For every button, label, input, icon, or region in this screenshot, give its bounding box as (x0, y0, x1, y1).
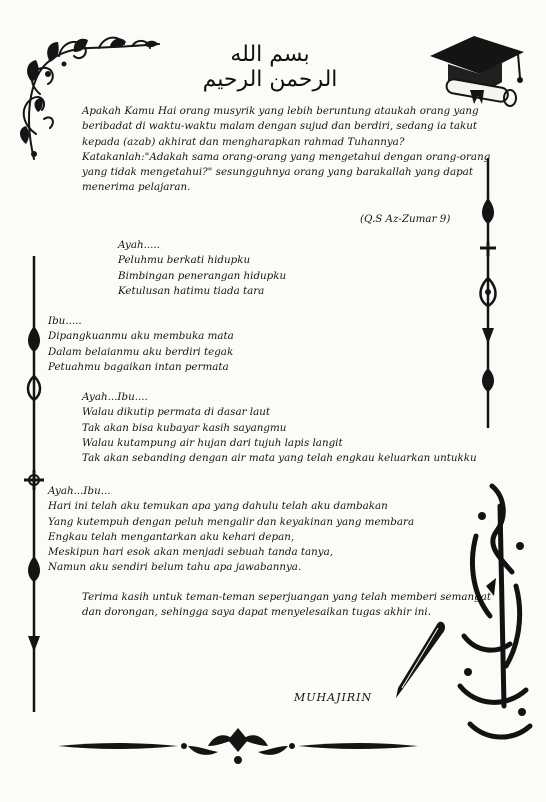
verse-line: kepada (azab) akhirat dan mengharapkan rahmad Tuhannya? (82, 135, 405, 148)
vertical-ornament-icon (22, 256, 46, 712)
stanza-line: Bimbingan penerangan hidupku (118, 269, 287, 282)
verse-line: menerima pelajaran. (82, 181, 191, 194)
stanza-ayah (118, 238, 286, 299)
stanza-ayah-ibu-1 (82, 390, 477, 466)
verse-line: yang tidak mengetahui?" sesungguhnya orang yang barakallah yang dapat (82, 166, 473, 179)
verse-citation: (Q.S Az-Zumar 9) (360, 213, 451, 225)
stanza-line: Engkau telah mengantarkan aku kehari depan, (48, 530, 295, 543)
thanks-line: Terima kasih untuk teman-teman seperjuangan yang telah memberi semangat (82, 591, 492, 603)
verse-line: beribadat di waktu-waktu malam dengan sujud dan berdiri, sedang ia takut (82, 120, 478, 133)
bottom-flourish-icon (58, 724, 418, 770)
stanza-line: Petuahmu bagaikan intan permata (48, 360, 229, 373)
stanza-line: Namun aku sendiri belum tahu apa jawabannya. (48, 561, 302, 574)
bismillah-text: بسم الله الرحمن الرحيم (202, 42, 338, 92)
signature: MUHAJIRIN (294, 691, 373, 704)
stanza-line: Tak akan sebanding dengan air mata yang telah engkau keluarkan untukku (82, 452, 477, 465)
thanks-line: dan dorongan, sehingga saya dapat menyelesaikan tugas akhir ini. (82, 606, 431, 619)
stanza-line: Dalam belaianmu aku berdiri tegak (48, 345, 234, 358)
stanza-line: Meskipun hari esok akan menjadi sebuah tanda tanya, (48, 546, 334, 559)
stanza-line: Ayah...Ibu... (48, 485, 111, 497)
stanza-ayah-ibu-2 (48, 484, 414, 576)
vertical-ornament-icon (476, 158, 500, 428)
stanza-line: Peluhmu berkati hidupku (118, 254, 251, 267)
stanza-line: Walau dikutip permata di dasar laut (82, 406, 270, 419)
thanks-note (82, 590, 491, 621)
quran-verse (82, 104, 490, 196)
stanza-line: Hari ini telah aku temukan apa yang dahulu telah aku dambakan (48, 500, 388, 513)
stanza-line: Ibu..... (48, 315, 82, 327)
stanza-line: Yang kutempuh dengan peluh mengalir dan keyakinan yang membara (48, 515, 415, 528)
stanza-line: Dipangkuanmu aku membuka mata (48, 330, 234, 343)
verse-line: Apakah Kamu Hai orang musyrik yang lebih beruntung ataukah orang yang (82, 105, 479, 117)
quill-pen-icon (390, 618, 450, 702)
bismillah-calligraphy (200, 38, 340, 92)
stanza-line: Walau kutampung air hujan dari tujuh lapis langit (82, 436, 343, 449)
stanza-ibu (48, 314, 234, 375)
verse-line: Katakanlah:"Adakah sama orang-orang yang mengetahui dengan orang-orang (82, 150, 491, 163)
stanza-line: Tak akan bisa kubayar kasih sayangmu (82, 421, 287, 434)
stanza-line: Ayah...Ibu.... (82, 391, 148, 403)
stanza-line: Ketulusan hatimu tiada tara (118, 284, 265, 297)
stanza-line: Ayah..... (118, 239, 160, 251)
